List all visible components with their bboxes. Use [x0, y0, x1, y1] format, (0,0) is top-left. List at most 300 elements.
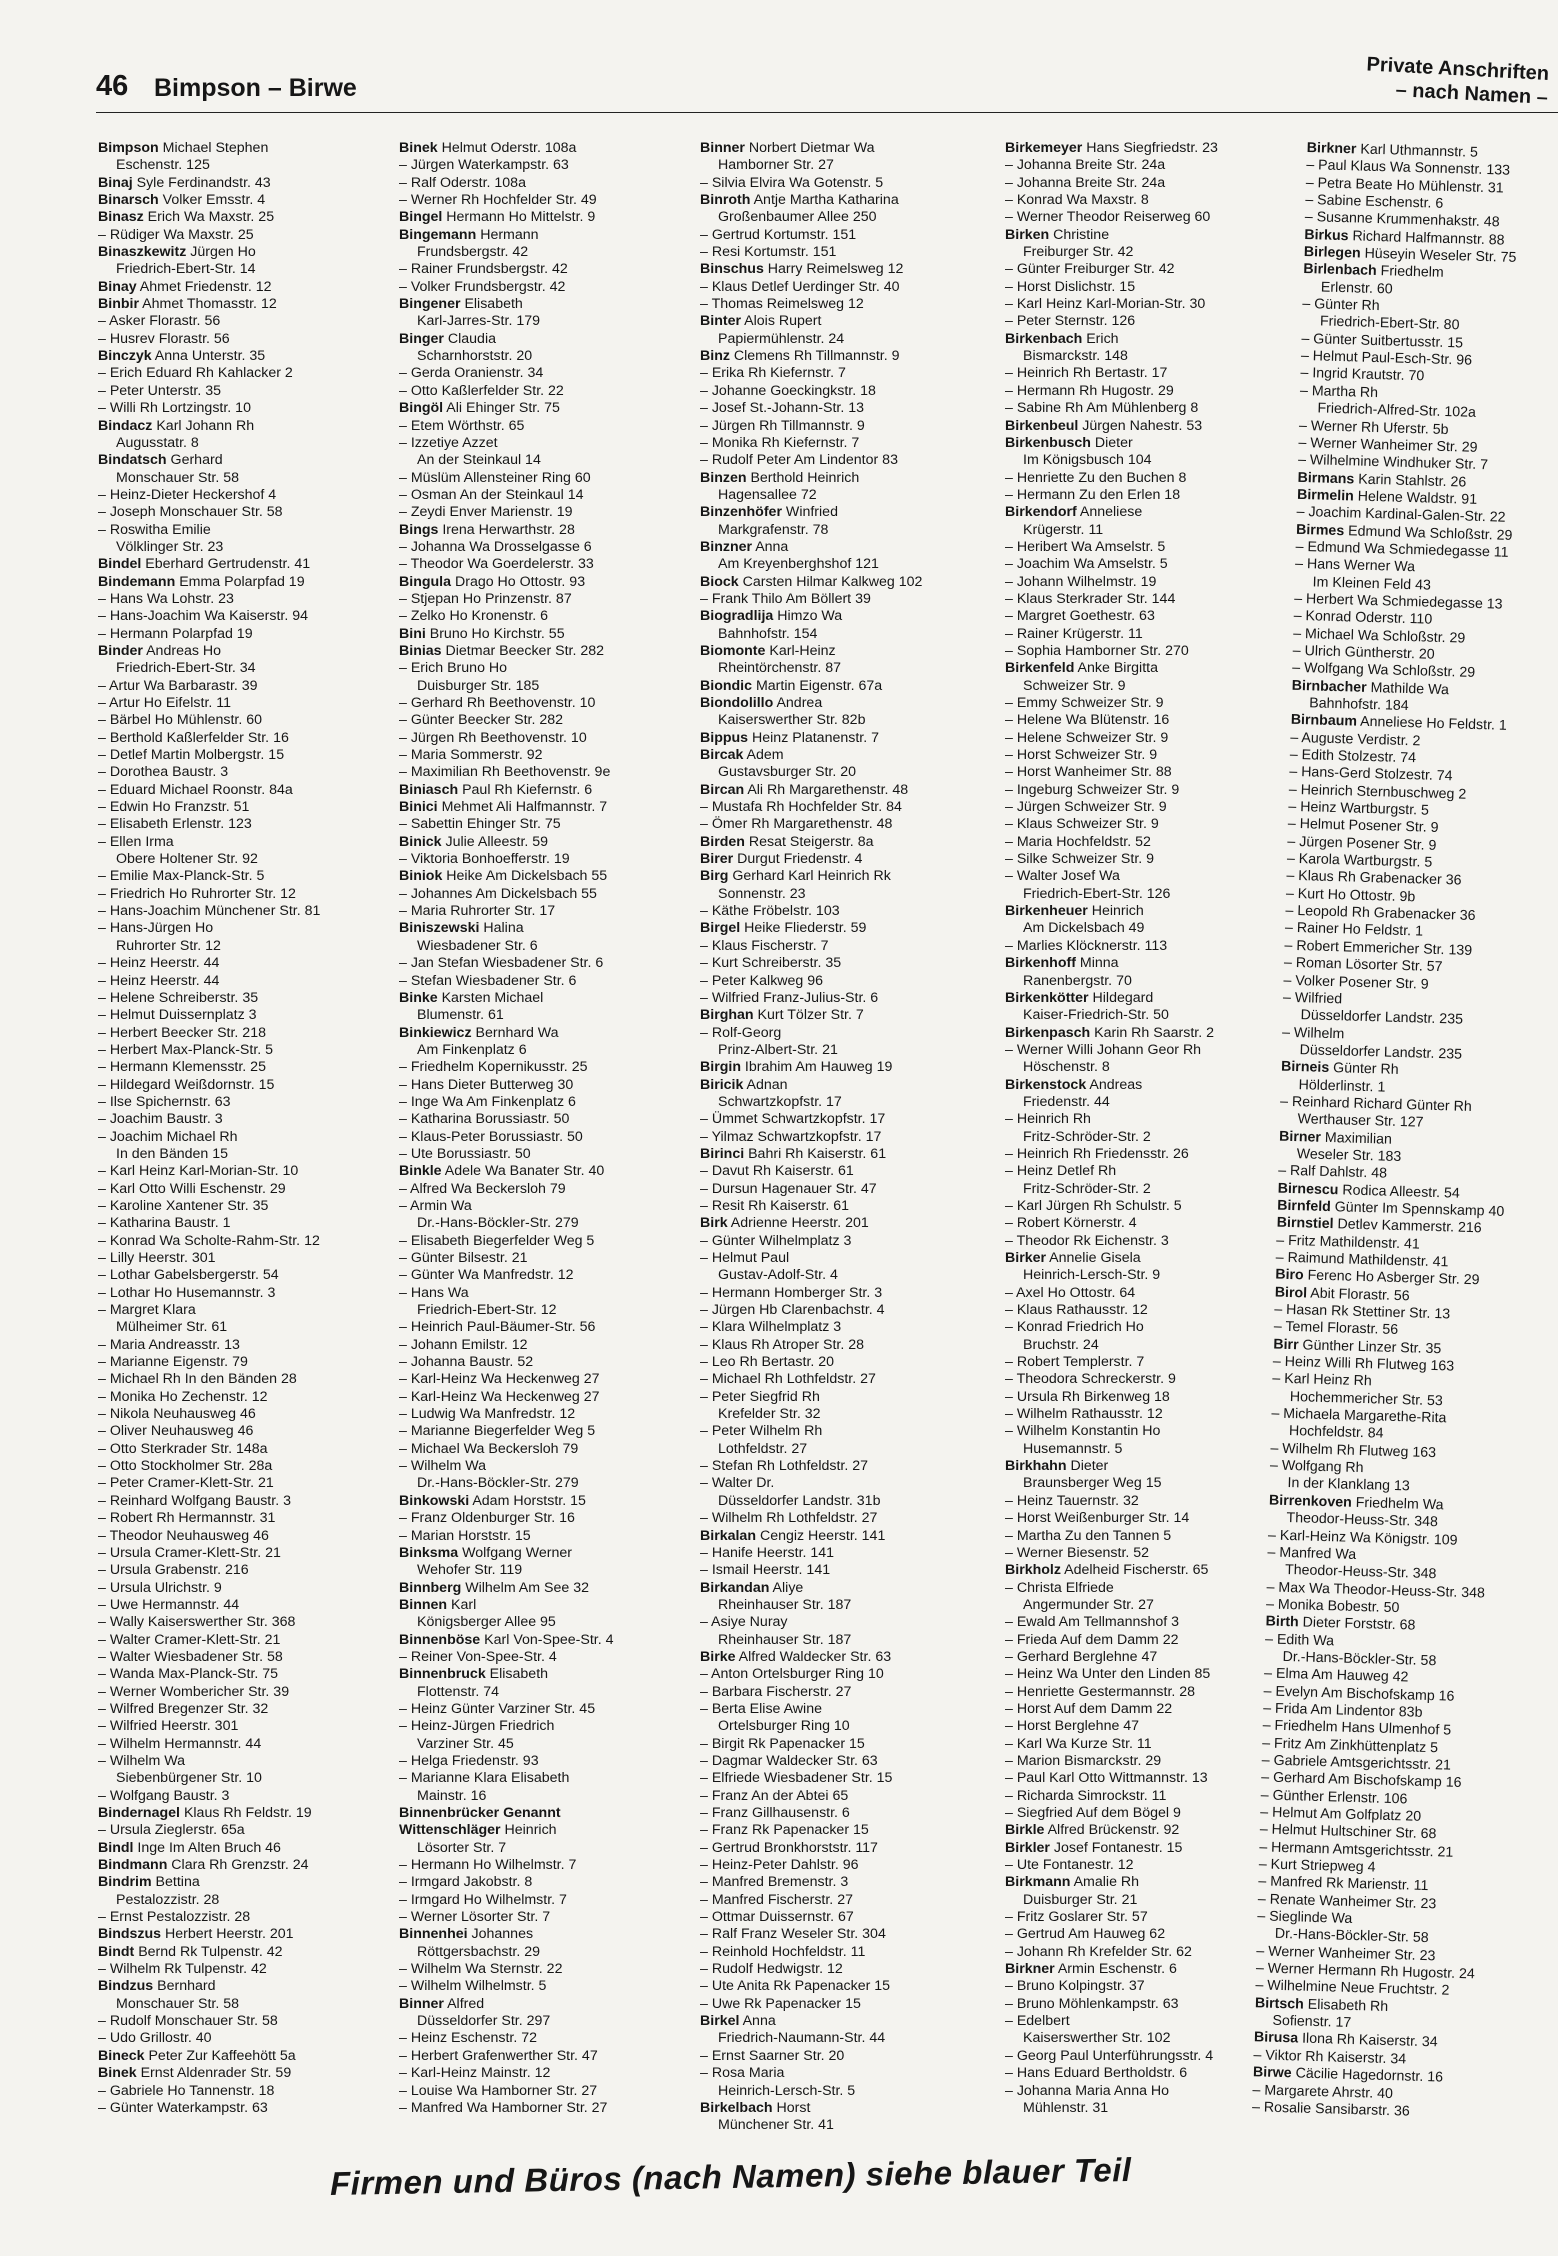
directory-entry-line: – Horst Auf dem Damm 22	[1005, 1700, 1173, 1717]
directory-entry-line: – Manfred Fischerstr. 27	[700, 1891, 853, 1908]
directory-entry-line: Birner Maximilian	[1278, 1128, 1393, 1148]
surname-heading: Birtsch	[1254, 1995, 1305, 2013]
directory-entry-line: – Klaus Schweizer Str. 9	[1005, 816, 1159, 833]
directory-entry-line: – Stefan Rh Lothfeldstr. 27	[700, 1458, 868, 1475]
surname-heading: Birnescu	[1277, 1180, 1339, 1198]
directory-entry-line: – Hans-Jürgen Ho	[98, 920, 214, 937]
directory-entry-line: – Konrad Friedrich Ho	[1005, 1319, 1144, 1336]
directory-entry-line: – Friedhelm Hans Ulmenhof 5	[1262, 1717, 1452, 1739]
directory-entry-line: – Walter Wiesbadener Str. 58	[98, 1648, 283, 1665]
directory-entry-line: – Gabriele Amtsgerichtsstr. 21	[1261, 1752, 1452, 1774]
directory-entry-line: – Heinrich Sternbuschweg 2	[1288, 781, 1467, 803]
directory-entry-line: – Hermann Amtsgerichtsstr. 21	[1259, 1839, 1454, 1861]
directory-entry-line: Gustavsburger Str. 20	[718, 764, 857, 781]
directory-entry-line: Bindl Inge Im Alten Bruch 46	[98, 1839, 281, 1856]
directory-entry-line: – Erich Eduard Rh Kahlacker 2	[98, 365, 293, 382]
directory-entry-line: – Katharina Baustr. 1	[98, 1215, 231, 1232]
directory-entry-line: Friedrich-Ebert-Str. 80	[1319, 313, 1460, 334]
directory-entry-line: Birkenfeld Anke Birgitta	[1005, 660, 1158, 677]
directory-entry-line: – Gertrud Am Hauweg 62	[1005, 1926, 1166, 1943]
directory-entry-line: Siebenbürgener Str. 10	[116, 1770, 262, 1787]
directory-entry-line: – Fritz Am Zinkhüttenplatz 5	[1262, 1735, 1439, 1756]
directory-entry-line: – Klaus Rh Grabenacker 36	[1286, 868, 1462, 890]
directory-entry-line: – Erich Bruno Ho	[399, 660, 508, 677]
directory-entry-line: – Franz An der Abtei 65	[700, 1787, 849, 1804]
directory-entry-line: – Artur Ho Eifelstr. 11	[98, 695, 231, 711]
directory-entry-line: – Alfred Wa Beckersloh 79	[399, 1180, 566, 1197]
surname-heading: Bindemann	[98, 573, 176, 590]
running-head-line-2: – nach Namen –	[1395, 78, 1549, 109]
directory-entry-line: – Max Wa Theodor-Heuss-Str. 348	[1266, 1578, 1486, 1602]
directory-entry-line: Birkel Anna	[700, 2013, 776, 2030]
directory-entry-line: Birkendorf Anneliese	[1005, 504, 1143, 521]
directory-entry-line: Frundsbergstr. 42	[417, 244, 529, 261]
directory-entry-line: – Karl-Heinz Wa Heckenweg 27	[399, 1388, 600, 1405]
directory-entry-line: Münchener Str. 41	[718, 2117, 834, 2134]
directory-entry-line: – Werner Wanheimer Str. 29	[1298, 434, 1478, 456]
directory-entry-line: – Elisabeth Biegerfelder Weg 5	[399, 1232, 595, 1249]
directory-entry-line: – Heinz Detlef Rh	[1005, 1163, 1117, 1180]
directory-entry-line: Biondolillo Andrea	[700, 695, 823, 711]
directory-entry-line: – Klaus Rh Atroper Str. 28	[700, 1336, 865, 1353]
directory-entry-line: – Ulrich Güntherstr. 20	[1292, 642, 1435, 663]
directory-entry-line: Binaj Syle Ferdinandstr. 43	[98, 174, 271, 191]
surname-heading: Bindernagel	[98, 1805, 180, 1821]
directory-entry-line: Binzenhöfer Winfried	[700, 504, 838, 521]
directory-entry-line: – Ralf Franz Weseler Str. 304	[700, 1926, 886, 1943]
directory-entry-line: Binaszkewitz Jürgen Ho	[98, 244, 256, 261]
directory-entry-line: – Helmut Hultschiner Str. 68	[1259, 1821, 1437, 1843]
surname-heading: Birner	[1278, 1128, 1322, 1146]
directory-entry-line: Birkenkötter Hildegard	[1005, 989, 1154, 1006]
directory-entry-line: – Barbara Fischerstr. 27	[700, 1683, 852, 1700]
directory-entry-line: – Marian Horststr. 15	[399, 1527, 531, 1544]
header-rule	[96, 112, 1558, 113]
directory-entry-line: Dr.-Hans-Böckler-Str. 279	[417, 1475, 579, 1492]
surname-heading: Binger	[399, 330, 444, 347]
directory-entry-line: – Ernst Pestalozzistr. 28	[98, 1909, 251, 1926]
directory-entry-line: Krefelder Str. 32	[718, 1406, 821, 1423]
directory-entry-line: – Emmy Schweizer Str. 9	[1005, 695, 1164, 711]
directory-entry-line: Freiburger Str. 42	[1023, 244, 1134, 261]
directory-entry-line: Birnescu Rodica Alleestr. 54	[1277, 1180, 1461, 1202]
directory-entry-line: – Wilhelm	[1281, 1024, 1345, 1042]
surname-heading: Binnenbruck	[399, 1666, 486, 1683]
directory-entry-line: – Joachim Baustr. 3	[98, 1111, 223, 1128]
directory-entry-line: – Hans-Joachim Münchener Str. 81	[98, 903, 321, 920]
directory-entry-line: Bahnhofstr. 184	[1309, 695, 1409, 715]
directory-entry-line: Augusstatr. 8	[116, 434, 199, 451]
directory-entry-line: Mülheimer Str. 61	[116, 1319, 228, 1336]
directory-entry-line: – Horst Dislichstr. 15	[1005, 278, 1136, 295]
directory-entry-line: Düsseldorfer Str. 297	[417, 2013, 551, 2030]
directory-entry-line: – Hermann Klemensstr. 25	[98, 1059, 266, 1076]
directory-entry-line: – Wilhelm Hermannstr. 44	[98, 1735, 262, 1752]
directory-entry-line: – Walter Cramer-Klett-Str. 21	[98, 1631, 281, 1648]
directory-entry-line: – Oliver Neuhausweg 46	[98, 1423, 254, 1440]
directory-entry-line: – Inge Wa Am Finkenplatz 6	[399, 1093, 576, 1110]
surname-heading: Bindatsch	[98, 452, 167, 469]
directory-entry-line: – Viktor Rh Kaiserstr. 34	[1253, 2047, 1407, 2068]
surname-heading: Binnen	[399, 1596, 448, 1613]
directory-entry-line: Birkenpasch Karin Rh Saarstr. 2	[1005, 1024, 1214, 1041]
directory-entry-line: – Artur Wa Barbarastr. 39	[98, 677, 258, 694]
directory-entry-line: Am Kreyenberghshof 121	[718, 556, 879, 573]
directory-entry-line: – Hermann Rh Hugostr. 29	[1005, 382, 1174, 399]
directory-entry-line: – Günter Wa Manfredstr. 12	[399, 1267, 574, 1284]
directory-entry-line: – Klaus Rathausstr. 12	[1005, 1302, 1148, 1319]
directory-entry-line: – Berta Elise Awine	[700, 1700, 822, 1717]
directory-entry-line: – Wilhelm Rh Lothfeldstr. 27	[700, 1510, 878, 1527]
surname-heading: Birkner	[1306, 140, 1357, 158]
directory-entry-line: – Kurt Striepweg 4	[1258, 1856, 1376, 1876]
directory-entry-line: Binger Claudia	[399, 330, 496, 347]
surname-heading: Binnenböse	[399, 1631, 481, 1648]
directory-entry-line: – Detlef Martin Molbergstr. 15	[98, 747, 285, 764]
directory-entry-line: – Horst Berglehne 47	[1005, 1718, 1140, 1735]
directory-entry-line: Lothfeldstr. 27	[718, 1440, 808, 1457]
directory-entry-line: – Martha Rh	[1299, 382, 1379, 401]
directory-entry-line: – Erika Rh Kiefernstr. 7	[700, 365, 846, 382]
directory-entry-line: – Ingrid Krautstr. 70	[1300, 365, 1425, 385]
surname-heading: Bindrim	[98, 1874, 152, 1891]
directory-entry-line: – Jürgen Hb Clarenbachstr. 4	[700, 1302, 885, 1319]
directory-entry-line: Birkholz Adelheid Fischerstr. 65	[1005, 1562, 1209, 1579]
directory-entry-line: Bircak Adem	[700, 747, 784, 764]
directory-entry-line: – Ursula Grabenstr. 216	[98, 1562, 249, 1579]
directory-entry-line: – Heinz-Dieter Heckershof 4	[98, 486, 277, 503]
directory-entry-line: – Helmut Paul-Esch-Str. 96	[1300, 348, 1473, 369]
directory-entry-line: – Michael Rh Lothfeldstr. 27	[700, 1371, 876, 1388]
directory-entry-line: – Ursula Zieglerstr. 65a	[98, 1822, 245, 1839]
directory-entry-line: Hochemmericher Str. 53	[1289, 1388, 1444, 1410]
directory-entry-line: – Konrad Oderstr. 110	[1293, 608, 1433, 628]
directory-entry-line: Kaiserswerther Str. 102	[1023, 2030, 1171, 2047]
surname-heading: Bindmann	[98, 1857, 168, 1874]
directory-entry-line: Birken Christine	[1005, 226, 1110, 243]
directory-entry-line: Binner Norbert Dietmar Wa	[700, 140, 875, 156]
directory-entry-line: – Werner Rh Hochfelder Str. 49	[399, 192, 597, 209]
surname-heading: Bippus	[700, 729, 749, 746]
directory-entry-line: Bingula Drago Ho Ottostr. 93	[399, 573, 586, 590]
directory-entry-line: – Theodor Rk Eichenstr. 3	[1005, 1232, 1169, 1249]
directory-entry-line: – Günter Rh	[1302, 296, 1380, 315]
directory-entry-line: – Herbert Wa Schmiedegasse 13	[1293, 590, 1503, 613]
directory-entry-line: Sonnenstr. 23	[718, 885, 806, 902]
directory-entry-line: Düsseldorfer Landstr. 235	[1299, 1042, 1463, 1063]
directory-entry-line: – Johann Rh Krefelder Str. 62	[1005, 1943, 1192, 1960]
directory-entry-line: – Johanna Maria Anna Ho	[1005, 2082, 1170, 2099]
surname-heading: Birkenstock	[1005, 1076, 1087, 1093]
directory-entry-line: – Eduard Michael Roonstr. 84a	[98, 781, 293, 798]
directory-entry-line: – Gerda Oranienstr. 34	[399, 365, 544, 382]
directory-entry-line: Wittenschläger Heinrich	[399, 1822, 557, 1839]
directory-entry-line: – Werner Willi Johann Geor Rh	[1005, 1041, 1202, 1058]
directory-entry-line: – Manfred Rk Marienstr. 11	[1258, 1873, 1429, 1895]
directory-entry-line: – Silke Schweizer Str. 9	[1005, 851, 1155, 868]
directory-entry-line: – Hans Wa Lohstr. 23	[98, 590, 234, 607]
directory-entry-line: – Wilhelmine Windhuker Str. 7	[1297, 452, 1489, 474]
surname-heading: Bindl	[98, 1839, 134, 1856]
directory-entry-line: – Edith Stolzestr. 74	[1289, 746, 1417, 767]
page-number: 46	[96, 70, 129, 102]
directory-entry-line: – Rüdiger Wa Maxstr. 25	[98, 226, 254, 243]
directory-entry-line: Düsseldorfer Landstr. 31b	[718, 1492, 881, 1509]
directory-entry-line: Biogradlija Himzo Wa	[700, 608, 843, 625]
directory-entry-line: In der Klanklang 13	[1287, 1475, 1410, 1495]
directory-entry-line: – Margarete Ahrstr. 40	[1252, 2081, 1394, 2102]
directory-entry-line: Birth Dieter Forststr. 68	[1265, 1613, 1416, 1634]
surname-heading: Birkemeyer	[1005, 140, 1083, 156]
directory-entry-line: – Peter Cramer-Klett-Str. 21	[98, 1475, 274, 1492]
directory-entry-line: – Wally Kaiserswerther Str. 368	[98, 1614, 296, 1631]
surname-heading: Binke	[399, 989, 438, 1006]
directory-entry-line: – Günter Freiburger Str. 42	[1005, 261, 1175, 278]
surname-heading: Birkhahn	[1005, 1458, 1067, 1475]
directory-entry-line: – Ralf Oderstr. 108a	[399, 174, 526, 191]
directory-entry-line: – Uwe Rk Papenacker 15	[700, 1995, 861, 2012]
directory-entry-line: – Klara Wilhelmplatz 3	[700, 1319, 842, 1336]
directory-entry-line: Ranenbergstr. 70	[1023, 972, 1132, 989]
surname-heading: Binczyk	[98, 348, 152, 365]
surname-heading: Birnbacher	[1291, 677, 1367, 696]
directory-entry-line	[399, 1805, 695, 1822]
directory-entry-line: Binbir Ahmet Thomasstr. 12	[98, 296, 277, 313]
directory-entry-line: – Sieglinde Wa	[1257, 1908, 1353, 1928]
directory-entry-line: Werthauser Str. 127	[1297, 1111, 1424, 1131]
directory-entry-line: Heinrich-Lersch-Str. 9	[1023, 1267, 1161, 1284]
surname-heading: Birmans	[1297, 469, 1355, 487]
directory-entry-line: Birk Adrienne Heerstr. 201	[700, 1215, 869, 1232]
directory-entry-line: Dr.-Hans-Böckler-Str. 58	[1274, 1926, 1429, 1947]
directory-entry-line: – Wilfried	[1282, 989, 1343, 1008]
directory-entry-line: – Klaus Sterkrader Str. 144	[1005, 590, 1176, 607]
directory-entry-line: – Wilhelm Rh Flutweg 163	[1270, 1440, 1437, 1461]
surname-heading: Birr	[1273, 1336, 1299, 1353]
directory-entry-line: – Josef St.-Johann-Str. 13	[700, 400, 865, 417]
directory-entry-line: – Petra Beate Ho Mühlenstr. 31	[1305, 174, 1504, 197]
directory-entry-line: – Hermann Ho Wilhelmstr. 7	[399, 1857, 577, 1874]
directory-entry-line: Bingöl Ali Ehinger Str. 75	[399, 400, 560, 417]
directory-entry-line: – Lothar Ho Husemannstr. 3	[98, 1284, 276, 1301]
directory-entry-line: Bineck Peter Zur Kaffeehött 5a	[98, 2047, 296, 2064]
surname-heading: Birnbaum	[1290, 712, 1358, 730]
directory-entry-line: – Bruno Kolpingstr. 37	[1005, 1978, 1145, 1995]
directory-entry-line: – Maximilian Rh Beethovenstr. 9e	[399, 764, 611, 781]
directory-entry-line: – Lothar Gabelsbergerstr. 54	[98, 1267, 279, 1284]
directory-entry-line: – Günter Bilsestr. 21	[399, 1250, 528, 1266]
directory-entry-line: – Reinhold Hochfeldstr. 11	[700, 1943, 866, 1960]
surname-heading: Binici	[399, 799, 438, 816]
directory-entry-line: – Osman An der Steinkaul 14	[399, 486, 584, 503]
directory-entry-line: – Helene Wa Blütenstr. 16	[1005, 712, 1170, 729]
directory-entry-line: – Heinz-Jürgen Friedrich	[399, 1718, 555, 1735]
directory-entry-line: – Karl Heinz Rh	[1272, 1370, 1372, 1390]
directory-entry-line: Binek Helmut Oderstr. 108a	[399, 140, 577, 156]
surname-heading: Birlegen	[1303, 244, 1361, 262]
directory-entry-line: Birrenkoven Friedhelm Wa	[1268, 1492, 1444, 1514]
directory-entry-line: – Gertrud Kortumstr. 151	[700, 226, 857, 243]
directory-entry-line: Binias Dietmar Beecker Str. 282	[399, 642, 605, 659]
directory-entry-line: – Maria Sommerstr. 92	[399, 747, 543, 764]
directory-entry-line: Schweizer Str. 9	[1023, 677, 1126, 694]
surname-heading: Bings	[399, 521, 439, 538]
surname-heading: Binter	[700, 313, 741, 330]
directory-entry-line: – Theodora Schreckerstr. 9	[1005, 1371, 1176, 1388]
directory-entry-line: – Jan Stefan Wiesbadener Str. 6	[399, 955, 604, 972]
directory-entry-line: – Klaus-Peter Borussiastr. 50	[399, 1128, 583, 1145]
directory-entry-line: – Heinrich Rh Friedensstr. 26	[1005, 1145, 1189, 1162]
directory-entry-line: – Monika Ho Zechenstr. 12	[98, 1388, 268, 1405]
surname-heading: Bini	[399, 625, 426, 642]
directory-entry-line: Lösorter Str. 7	[417, 1839, 507, 1856]
directory-entry-line: – Theodor Neuhausweg 46	[98, 1527, 269, 1544]
directory-entry-line: – Ralf Dahlstr. 48	[1277, 1162, 1388, 1182]
surname-heading: Bingula	[399, 573, 452, 590]
surname-heading: Birkenbeul	[1005, 417, 1079, 434]
directory-entry-line: Birnfeld Günter Im Spennskamp 40	[1277, 1197, 1505, 1220]
directory-entry-line: – Dagmar Waldecker Str. 63	[700, 1752, 878, 1769]
directory-entry-line: – Leo Rh Bertastr. 20	[700, 1354, 835, 1371]
directory-entry-line: – Peter Wilhelm Rh	[700, 1423, 823, 1440]
directory-entry-line: Binici Mehmet Ali Halfmannstr. 7	[399, 799, 608, 816]
directory-entry-line: Birneis Günter Rh	[1280, 1058, 1399, 1079]
directory-entry-line: – Elfriede Wiesbadener Str. 15	[700, 1770, 893, 1787]
directory-entry-line: – Robert Templerstr. 7	[1005, 1354, 1145, 1371]
directory-entry-line: Birkenhoff Minna	[1005, 955, 1119, 972]
directory-entry-line: – Wolfgang Rh	[1269, 1457, 1364, 1477]
directory-entry-line: – Udo Grillostr. 40	[98, 2030, 212, 2047]
directory-entry-line: – Wilhelm Konstantin Ho	[1005, 1423, 1161, 1440]
directory-entry-line: – Dorothea Baustr. 3	[98, 764, 229, 781]
directory-entry-line: Mühlenstr. 31	[1023, 2099, 1109, 2116]
directory-entry-line: – Heinz Heerstr. 44	[98, 972, 220, 989]
directory-entry-line: – Maria Ruhrorter Str. 17	[399, 903, 556, 920]
directory-entry-line: – Karl-Heinz Wa Königstr. 109	[1267, 1526, 1458, 1549]
directory-entry-line: – Sabettin Ehinger Str. 75	[399, 816, 561, 833]
directory-entry-line: Karl-Jarres-Str. 179	[417, 313, 540, 330]
directory-entry-line: – Heinz Wa Unter den Linden 85	[1005, 1666, 1211, 1683]
directory-entry-line: – Michael Wa Beckersloh 79	[399, 1440, 579, 1457]
directory-entry-line: – Wilfred Bregenzer Str. 32	[98, 1700, 269, 1717]
directory-entry-line: – Sophia Hamborner Str. 270	[1005, 642, 1189, 659]
directory-entry-line: – Herbert Max-Planck-Str. 5	[98, 1041, 274, 1058]
directory-entry-line: Kaiserswerther Str. 82b	[718, 712, 866, 729]
directory-entry-line: Birkenbeul Jürgen Nahestr. 53	[1005, 417, 1203, 434]
directory-entry-line: – Karola Wartburgstr. 5	[1286, 850, 1433, 871]
directory-entry-line: – Karl-Heinz Wa Heckenweg 27	[399, 1371, 600, 1388]
directory-entry-line: – Ottmar Duissernstr. 67	[700, 1909, 854, 1926]
directory-entry-line: – Marion Bismarckstr. 29	[1005, 1752, 1162, 1769]
surname-heading: Birwe	[1252, 2064, 1292, 2082]
directory-columns	[98, 140, 1558, 2134]
directory-entry-line: Bruchstr. 24	[1023, 1336, 1099, 1353]
directory-entry-line: Birtsch Elisabeth Rh	[1254, 1995, 1389, 2015]
directory-entry-line: Bismarckstr. 148	[1023, 348, 1128, 365]
directory-entry-line: – Ewald Am Tellmannshof 3	[1005, 1614, 1180, 1631]
surname-heading: Bindzus	[98, 1978, 154, 1995]
directory-entry-line: Birghan Kurt Tölzer Str. 7	[700, 1007, 864, 1024]
directory-entry-line: – Karl Heinz Karl-Morian-Str. 30	[1005, 296, 1206, 313]
directory-entry-line: Friedrich-Ebert-Str. 14	[116, 261, 256, 278]
directory-entry-line: – Louise Wa Hamborner Str. 27	[399, 2082, 598, 2099]
directory-entry-line: Rheinhauser Str. 187	[718, 1596, 852, 1613]
surname-heading: Birkel	[700, 2013, 740, 2030]
surname-heading: Birkholz	[1005, 1562, 1061, 1579]
directory-entry-line: Bindszus Herbert Heerstr. 201	[98, 1926, 294, 1943]
directory-entry-line: – Werner Biesenstr. 52	[1005, 1544, 1150, 1561]
directory-entry-line: Pestalozzistr. 28	[116, 1891, 220, 1908]
directory-entry-line: Im Kleinen Feld 43	[1312, 573, 1432, 594]
directory-entry-line: Bindatsch Gerhard	[98, 452, 223, 469]
directory-entry-line: – Robert Emmericher Str. 139	[1284, 937, 1473, 959]
directory-entry-line: – Elma Am Hauweg 42	[1263, 1665, 1409, 1686]
surname-heading: Birlenbach	[1303, 261, 1377, 280]
directory-entry-line: – Günter Wilhelmplatz 3	[700, 1232, 852, 1249]
directory-entry-line: – Werner Lösorter Str. 7	[399, 1909, 551, 1926]
directory-entry-line: Bippus Heinz Platanenstr. 7	[700, 729, 879, 746]
directory-entry-line: Binkiewicz Bernhard Wa	[399, 1024, 559, 1041]
running-head-line-1: Private Anschriften	[1366, 53, 1550, 85]
directory-entry-line: Monschauer Str. 58	[116, 1995, 240, 2012]
directory-entry-line: Am Dickelsbach 49	[1023, 920, 1145, 937]
directory-entry-line: – Mustafa Rh Hochfelder Str. 84	[700, 799, 902, 816]
surname-heading: Binzen	[700, 469, 747, 486]
directory-entry-line: – Elisabeth Erlenstr. 123	[98, 816, 252, 833]
directory-entry-line: – Johanna Breite Str. 24a	[1005, 174, 1166, 191]
directory-entry-line: – Hanife Heerstr. 141	[700, 1544, 835, 1561]
directory-entry-line: – Reinhard Richard Günter Rh	[1279, 1093, 1472, 1115]
surname-heading: Binay	[98, 278, 137, 295]
surname-heading: Bimpson	[98, 140, 159, 156]
directory-entry-line: – Raimund Mathildenstr. 41	[1275, 1249, 1449, 1271]
directory-entry-line: – Fritz Mathildenstr. 41	[1276, 1232, 1420, 1253]
directory-entry-line: – Wilhelm Rathausstr. 12	[1005, 1406, 1163, 1423]
directory-entry-line: – Roswitha Emilie	[98, 521, 211, 538]
directory-entry-line: – Helmut Paul	[700, 1250, 790, 1266]
directory-entry-line: – Maria Hochfeldstr. 52	[1005, 833, 1151, 850]
directory-entry-line: Birmans Karin Stahlstr. 26	[1297, 469, 1467, 491]
directory-entry-line: – Rosalie Sansibarstr. 36	[1251, 2099, 1410, 2120]
directory-entry-line: Birkalan Cengiz Heerstr. 141	[700, 1527, 886, 1544]
directory-entry-line: Birkner Karl Uthmannstr. 5	[1306, 140, 1479, 161]
directory-entry-line: Hölderlinstr. 1	[1298, 1076, 1386, 1096]
directory-entry-line: Düsseldorfer Landstr. 235	[1300, 1007, 1464, 1028]
directory-entry-line: – Ilse Spichernstr. 63	[98, 1093, 231, 1110]
surname-heading: Binzenhöfer	[700, 504, 782, 521]
surname-heading: Binzner	[700, 538, 753, 555]
directory-entry-line: – Horst Weißenburger Str. 14	[1005, 1510, 1190, 1527]
directory-entry-line: – Rolf-Georg	[700, 1024, 782, 1041]
directory-entry-line: Dr.-Hans-Böckler-Str. 58	[1282, 1648, 1437, 1670]
directory-entry-line: Völklinger Str. 23	[116, 538, 224, 555]
surname-heading: Binnberg	[399, 1579, 462, 1596]
directory-entry-line: – Johanne Goeckingkstr. 18	[700, 382, 876, 399]
surname-heading: Birkus	[1304, 226, 1349, 244]
surname-heading: Birkle	[1005, 1822, 1045, 1839]
directory-entry-line: Binksma Wolfgang Werner	[399, 1544, 572, 1561]
surname-heading: Binbir	[98, 296, 139, 313]
directory-entry-line: – Monika Rh Kiefernstr. 7	[700, 434, 860, 451]
surname-heading: Birke	[700, 1648, 736, 1665]
directory-entry-line: – Otto Sterkrader Str. 148a	[98, 1440, 268, 1457]
surname-heading: Bingener	[399, 296, 461, 313]
directory-entry-line: Birinci Bahri Rh Kaiserstr. 61	[700, 1145, 887, 1162]
directory-entry-line: Birkmann Amalie Rh	[1005, 1874, 1140, 1891]
directory-entry-line: – Rosa Maria	[700, 2065, 785, 2082]
surname-heading: Birkler	[1005, 1839, 1050, 1856]
surname-heading: Binschus	[700, 261, 764, 278]
